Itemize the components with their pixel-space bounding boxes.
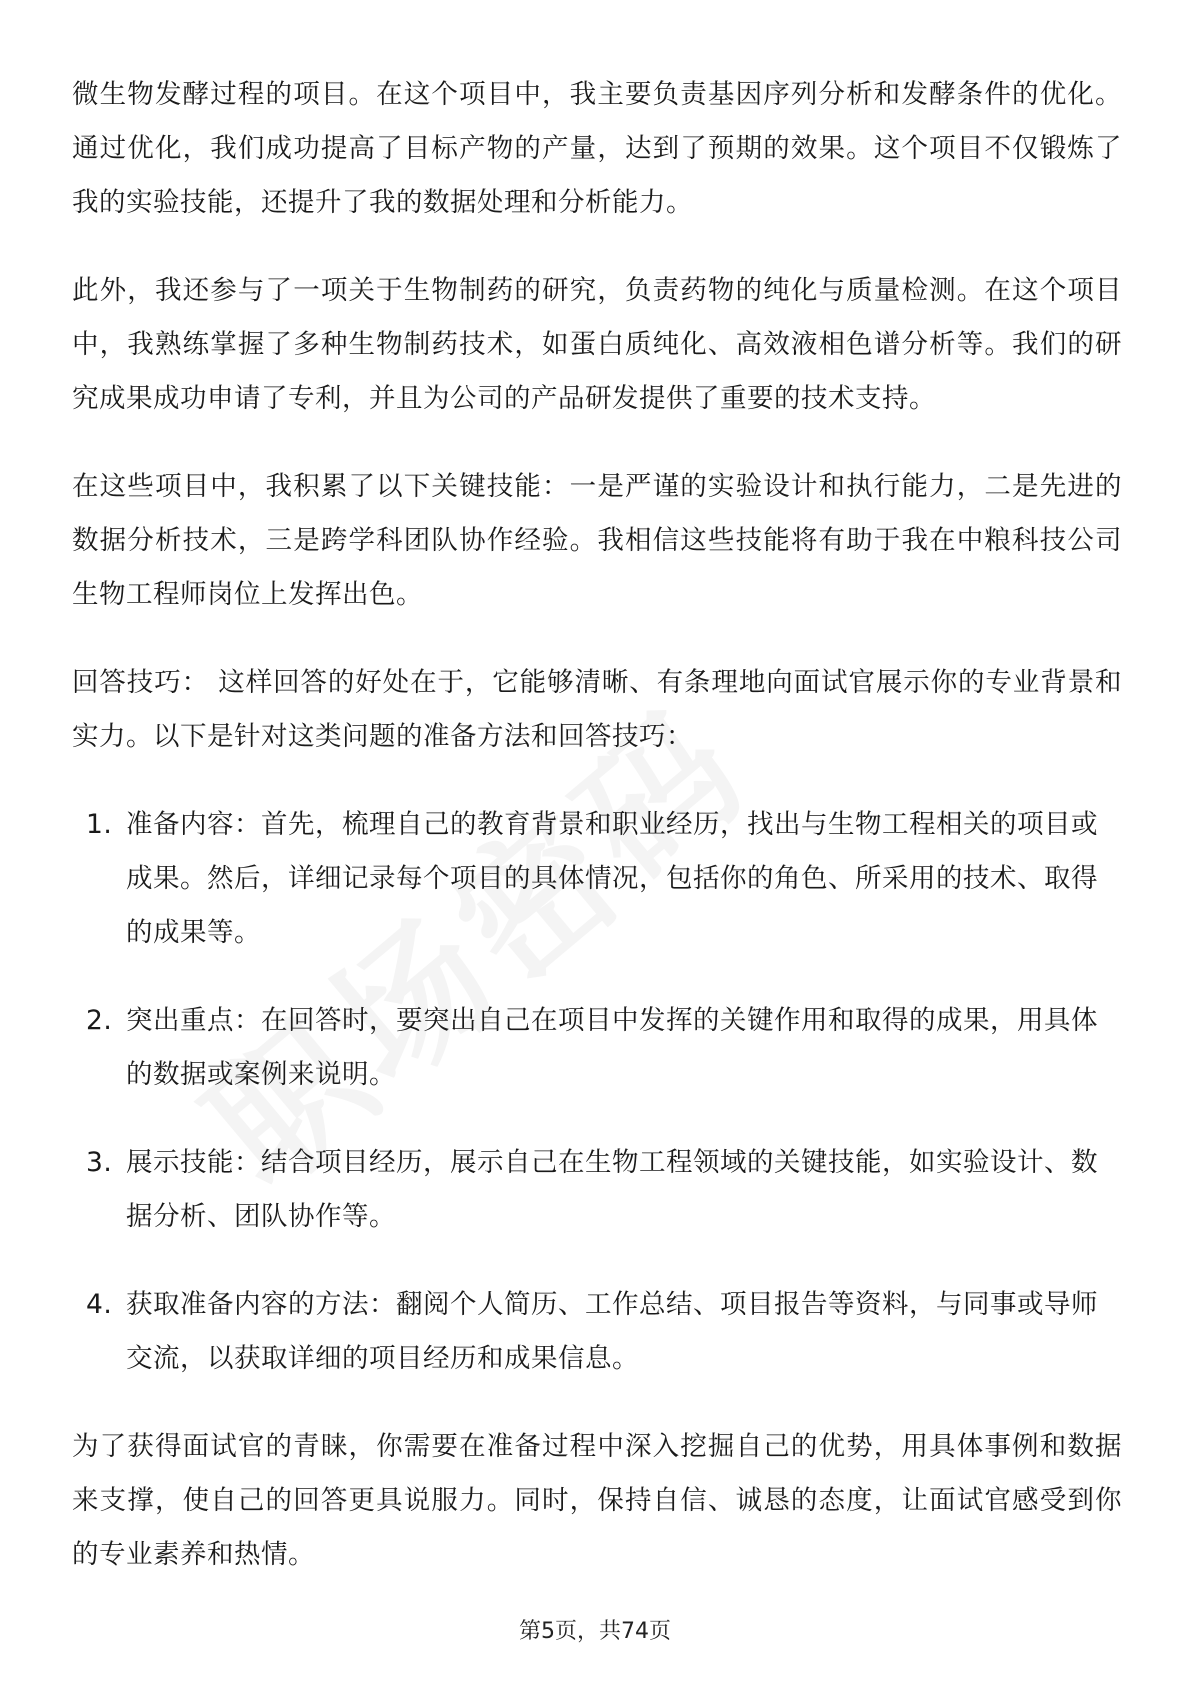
paragraph-project-fermentation: 微生物发酵过程的项目。在这个项目中，我主要负责基因序列分析和发酵条件的优化。通过优化，我们成功提高了目标产物的产量，达到了预期的效果。这个项目不仅锻炼了我的实验技能，还提升了我的数据处理和分析能力。 — [72, 79, 1122, 218]
paragraph-key-skills: 在这些项目中，我积累了以下关键技能：一是严谨的实验设计和执行能力，二是先进的数据分析技术，三是跨学科团队协作经验。我相信这些技能将有助于我在中粮科技公司生物工程师岗位上发挥出色。 — [72, 471, 1122, 610]
list-item-text: 获取准备内容的方法：翻阅个人简历、工作总结、项目报告等资料，与同事或导师交流，以获取详细的项目经历和成果信息。 — [126, 1289, 1098, 1374]
tips-list — [72, 798, 1122, 1386]
list-item-number: 3. — [86, 1147, 113, 1178]
list-item — [72, 1136, 1122, 1244]
list-item-text: 准备内容：首先，梳理自己的教育背景和职业经历，找出与生物工程相关的项目或成果。然后，详细记录每个项目的具体情况，包括你的角色、所采用的技术、取得的成果等。 — [126, 809, 1098, 948]
list-item-number: 2. — [86, 1005, 113, 1036]
paragraph-answer-tips: 回答技巧： 这样回答的好处在于，它能够清晰、有条理地向面试官展示你的专业背景和实力。以下是针对这类问题的准备方法和回答技巧： — [72, 667, 1122, 752]
list-item — [72, 994, 1122, 1102]
page-number-footer: 第5页，共74页 — [519, 1619, 671, 1644]
list-item-text: 展示技能：结合项目经历，展示自己在生物工程领域的关键技能，如实验设计、数据分析、团队协作等。 — [126, 1147, 1098, 1232]
paragraph-conclusion: 为了获得面试官的青睐，你需要在准备过程中深入挖掘自己的优势，用具体事例和数据来支撑，使自己的回答更具说服力。同时，保持自信、诚恳的态度，让面试官感受到你的专业素养和热情。 — [72, 1431, 1122, 1570]
list-item-number: 4. — [86, 1289, 113, 1320]
list-item — [72, 798, 1122, 960]
list-item-text: 突出重点：在回答时，要突出自己在项目中发挥的关键作用和取得的成果，用具体的数据或案例来说明。 — [126, 1005, 1098, 1090]
paragraph-project-biopharma: 此外，我还参与了一项关于生物制药的研究，负责药物的纯化与质量检测。在这个项目中，我熟练掌握了多种生物制药技术，如蛋白质纯化、高效液相色谱分析等。我们的研究成果成功申请了专利，并且为公司的产品研发提供了重要的技术支持。 — [72, 275, 1122, 414]
list-item-number: 1. — [86, 809, 113, 840]
list-item — [72, 1278, 1122, 1386]
document-content — [72, 68, 1122, 1616]
